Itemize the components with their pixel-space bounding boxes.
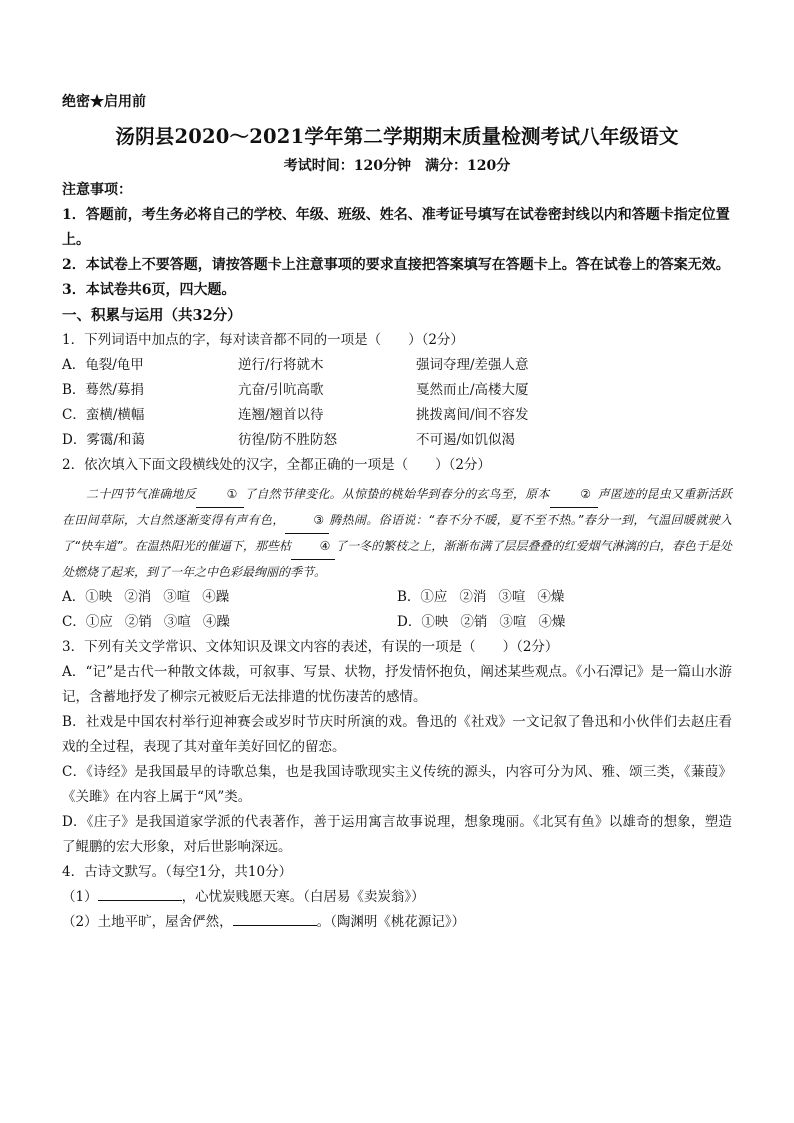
q1-d-word3: 不可遏/如饥似渴	[416, 432, 516, 448]
q1-c-word3: 挑拨离间/间不容发	[416, 407, 529, 423]
q2-b-1: B．①应	[397, 589, 448, 605]
q1-option-a	[62, 353, 732, 378]
passage-blank-3: ③	[285, 508, 329, 534]
q1-b-word2: 亢奋/引吭高歌	[238, 382, 324, 398]
question-4	[62, 860, 732, 935]
q2-c-2: ②销	[124, 614, 152, 630]
q2-d-4: ④燥	[538, 614, 566, 630]
note-item-1: 1．答题前，考生务必将自己的学校、年级、班级、姓名、准考证号填写在试卷密封线以内和答题卡指定位置上。	[62, 207, 730, 248]
note-item-3: 3．本试卷共6页，四大题。	[62, 282, 236, 298]
q4-2-answer-blank	[233, 911, 317, 926]
q1-option-c	[62, 403, 732, 428]
q3-option-d: D．《庄子》是我国道家学派的代表著作，善于运用寓言故事说理，想象瑰丽。《北冥有鱼》以雄奇的想象，塑造了鲲鹏的宏大形象，对后世影响深远。	[62, 814, 732, 855]
q2-c-1: C．①应	[62, 614, 113, 630]
notes-heading: 注意事项：	[62, 182, 132, 198]
q2-a-2: ②消	[124, 589, 152, 605]
q2-option-c	[62, 610, 397, 635]
passage-text-3: 声匿迹的昆虫又重新活跃在田间草际，大自然逐渐变得有声有色，	[62, 487, 732, 527]
exam-subtitle: 考试时间：120分钟 满分：120分	[283, 158, 511, 174]
q2-b-4: ④燥	[537, 589, 565, 605]
q2-d-2: ②销	[460, 614, 488, 630]
q2-a-3: ③喧	[163, 589, 191, 605]
question-1-stem: 1．下列词语中加点的字，每对读音都不同的一项是（ ）（2分）	[62, 332, 464, 348]
q2-c-3: ③喧	[163, 614, 191, 630]
notes-block	[62, 178, 732, 303]
q2-a-4: ④躁	[202, 589, 230, 605]
q2-b-3: ③喧	[498, 589, 526, 605]
q4-2-prefix: （2）土地平旷，屋舍俨然，	[62, 914, 233, 930]
q4-1-answer-blank	[98, 886, 182, 901]
confidential-label: 绝密★启用前	[62, 94, 146, 110]
passage-blank-4: ④	[291, 534, 335, 560]
q2-options-row-2	[62, 610, 732, 635]
q2-c-4: ④躁	[202, 614, 230, 630]
question-2-stem: 2．依次填入下面文段横线处的汉字，全都正确的一项是（ ）（2分）	[62, 457, 491, 473]
q1-d-word1: D．雾霭/和蔼	[62, 432, 145, 448]
q2-option-a	[62, 585, 397, 610]
exam-page	[62, 92, 732, 935]
q1-c-word1: C．蛮横/横幅	[62, 407, 145, 423]
q3-option-c: C．《诗经》是我国最早的诗歌总集，也是我国诗歌现实主义传统的源头，内容可分为风、雅、颂三类，《蒹葭》《关雎》在内容上属于“风”类。	[62, 764, 732, 805]
q2-b-2: ②消	[459, 589, 487, 605]
q2-option-b	[397, 585, 732, 610]
question-3	[62, 635, 732, 860]
q3-option-b: B．社戏是中国农村举行迎神赛会或岁时节庆时所演的戏。鲁迅的《社戏》一文记叙了鲁迅和小伙伴们去赵庄看戏的全过程，表现了其对童年美好回忆的留恋。	[62, 714, 732, 755]
passage-text-1: 二十四节气准确地反	[86, 487, 196, 501]
question-3-stem: 3．下列有关文学常识、文体知识及课文内容的表述，有误的一项是（ ）（2分）	[62, 639, 559, 655]
q4-1-prefix: （1）	[62, 889, 98, 905]
exam-title: 汤阴县2020～2021学年第二学期期末质量检测考试八年级语文	[115, 125, 679, 148]
q4-item-2	[62, 910, 732, 935]
q4-2-suffix: 。（陶渊明《桃花源记》）	[316, 914, 466, 930]
question-1	[62, 328, 732, 453]
passage-blank-2: ②	[550, 482, 598, 508]
q2-d-3: ③喧	[499, 614, 527, 630]
q2-d-1: D．①映	[397, 614, 449, 630]
q1-a-word1: A．龟裂/龟甲	[62, 357, 144, 373]
passage-text-2: 了自然节律变化。从惊蛰的桃始华到春分的玄鸟至，原本	[243, 487, 550, 501]
passage-text-4: 腾热闹。俗语说：“春不分不暖，夏不至不热。”春分一到，气温回暖就驶入了“快车道”。在温热阳光的催逼下，那些枯	[62, 513, 732, 553]
q1-option-d	[62, 428, 732, 453]
q1-a-word3: 强词夺理/差强人意	[416, 357, 529, 373]
q4-1-suffix: ，心忧炭贱愿天寒。（白居易《卖炭翁》）	[181, 889, 425, 905]
note-item-2: 2．本试卷上不要答题，请按答题卡上注意事项的要求直接把答案填写在答题卡上。答在试卷上的答案无效。	[62, 257, 730, 273]
passage-blank-1: ①	[196, 482, 244, 508]
q1-c-word2: 连翘/翘首以待	[238, 407, 324, 423]
q1-b-word1: B．蓦然/募捐	[62, 382, 144, 398]
q1-d-word2: 彷徨/防不胜防怒	[238, 432, 338, 448]
q1-option-b	[62, 378, 732, 403]
section-1-title: 一、积累与运用（共32分）	[62, 307, 242, 324]
q4-item-1	[62, 885, 732, 910]
q2-a-1: A．①映	[62, 589, 113, 605]
q3-option-a: A．“记”是古代一种散文体裁，可叙事、写景、状物，抒发情怀抱负，阐述某些观点。《小石潭记》是一篇山水游记，含蓄地抒发了柳宗元被贬后无法排遣的忧伤凄苦的感情。	[62, 664, 732, 705]
q2-options-row-1	[62, 585, 732, 610]
q2-passage	[62, 482, 732, 585]
passage-text-5: 了一冬的繁枝之上，渐渐布满了层层叠叠的红爱烟气淋漓的白，春色于是处处燃烧了起来，到了一年之中色彩最绚丽的季节。	[62, 539, 732, 579]
question-2	[62, 453, 732, 635]
q2-option-d	[397, 610, 732, 635]
q1-b-word3: 戛然而止/高楼大厦	[416, 382, 529, 398]
q1-a-word2: 逆行/行将就木	[238, 357, 324, 373]
question-4-stem: 4．古诗文默写。（每空1分，共10分）	[62, 864, 293, 880]
